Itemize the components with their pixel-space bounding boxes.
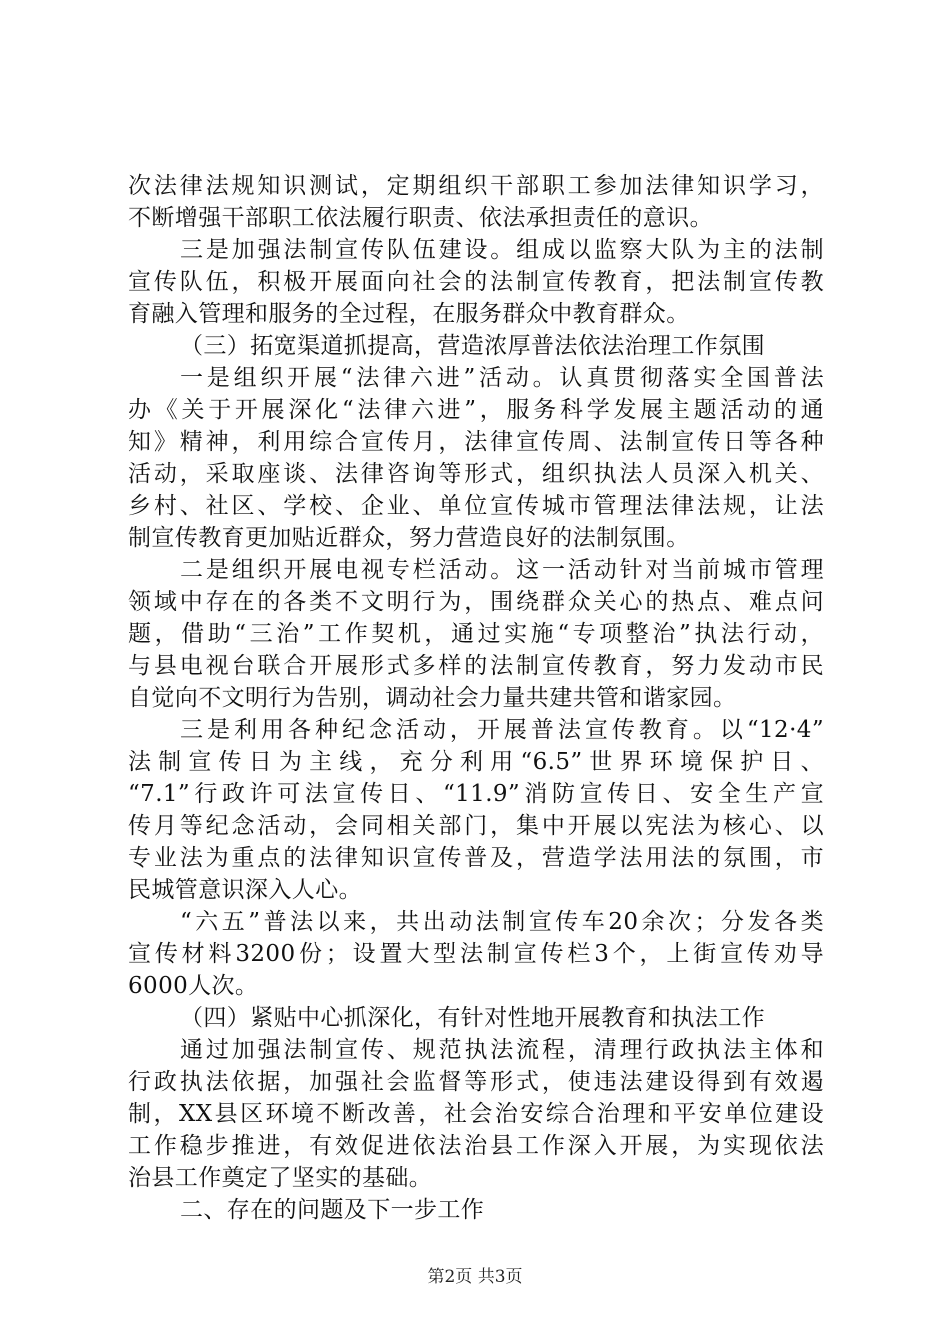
chapter-heading-2: 二、存在的问题及下一步工作 [180,1197,485,1223]
text-line: 领域中存在的各类不文明行为，围绕群众关心的热点、难点问 [128,589,824,615]
text-line: 6000人次。 [128,973,259,999]
text-line: 法制宣传日为主线，充分利用“6.5”世界环境保护日、 [128,749,824,775]
text-line: 传月等纪念活动，会同相关部门，集中开展以宪法为核心、以 [128,813,824,839]
text-line: 宣传队伍，积极开展面向社会的法制宣传教育，把法制宣传教 [128,269,824,295]
section-heading-4: （四）紧贴中心抓深化，有针对性地开展教育和执法工作 [180,1005,765,1031]
text-line: 育融入管理和服务的全过程，在服务群众中教育群众。 [128,301,690,327]
text-line: 宣传材料3200份；设置大型法制宣传栏3个，上街宣传劝导 [128,941,824,967]
document-body [128,170,824,1226]
paragraph-start-line: “六五”普法以来，共出动法制宣传车20余次；分发各类 [180,909,824,935]
text-line: 活动，采取座谈、法律咨询等形式，组织执法人员深入机关、 [128,461,824,487]
text-line: 办《关于开展深化“法律六进”，服务科学发展主题活动的通 [128,397,824,423]
text-line: 自觉向不文明行为告别，调动社会力量共建共管和谐家园。 [128,685,737,711]
text-line: 专业法为重点的法律知识宣传普及，营造学法用法的氛围，市 [128,845,824,871]
paragraph-start-line: 通过加强法制宣传、规范执法流程，清理行政执法主体和 [180,1037,824,1063]
text-line: 次法律法规知识测试，定期组织干部职工参加法律知识学习， [128,173,824,199]
text-line: 不断增强干部职工依法履行职责、依法承担责任的意识。 [128,205,713,231]
text-line: 制宣传教育更加贴近群众，努力营造良好的法制氛围。 [128,525,690,551]
paragraph-start-line: 三是加强法制宣传队伍建设。组成以监察大队为主的法制 [180,237,824,263]
text-line: “7.1”行政许可法宣传日、“11.9”消防宣传日、安全生产宣 [128,781,824,807]
paragraph-start-line: 三是利用各种纪念活动，开展普法宣传教育。以“12·4” [180,717,824,743]
paragraph-start-line: 一是组织开展“法律六进”活动。认真贯彻落实全国普法 [180,365,824,391]
text-line: 制，XX县区环境不断改善，社会治安综合治理和平安单位建设 [128,1101,824,1127]
text-line: 与县电视台联合开展形式多样的法制宣传教育，努力发动市民 [128,653,824,679]
text-line: 民城管意识深入人心。 [128,877,362,903]
paragraph-start-line: 二是组织开展电视专栏活动。这一活动针对当前城市管理 [180,557,824,583]
text-line: 知》精神，利用综合宣传月，法律宣传周、法制宣传日等各种 [128,429,824,455]
text-line: 治县工作奠定了坚实的基础。 [128,1165,433,1191]
page-number-footer: 第2页 共3页 [427,1267,523,1287]
text-line: 行政执法依据，加强社会监督等形式，使违法建设得到有效遏 [128,1069,824,1095]
section-heading-3: （三）拓宽渠道抓提高，营造浓厚普法依法治理工作氛围 [180,333,765,359]
text-line: 工作稳步推进，有效促进依法治县工作深入开展，为实现依法 [128,1133,824,1159]
text-line: 乡村、社区、学校、企业、单位宣传城市管理法律法规，让法 [128,493,824,519]
text-line: 题，借助“三治”工作契机，通过实施“专项整治”执法行动， [128,621,824,647]
